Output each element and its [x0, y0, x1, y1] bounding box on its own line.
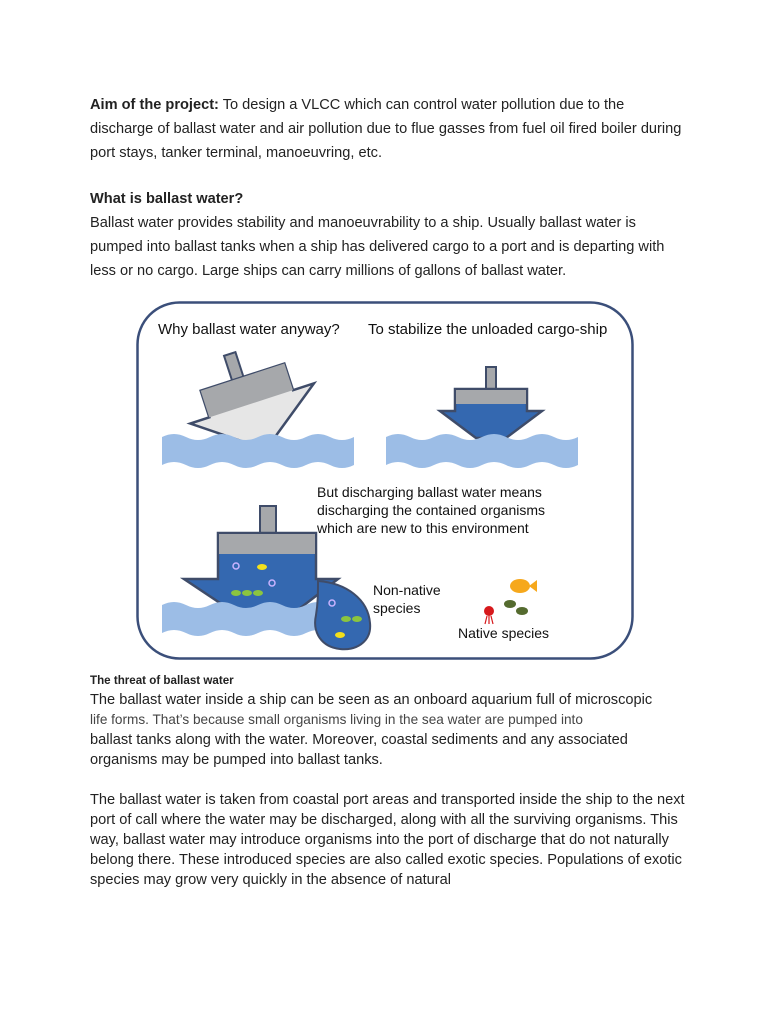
ballast-paragraph: Ballast water provides stability and manoeuvrability to a ship. Usually ballast water is pumped into ballast tanks when a ship has delivered cargo to a port and is departing with less or no cargo. Large ships can carry millions of gallons of ballast water. — [90, 215, 665, 279]
ballast-diagram — [136, 301, 634, 661]
water-right — [386, 434, 578, 468]
native-label: Native species — [458, 625, 550, 641]
discharge-text-line2: discharging the contained organisms — [317, 502, 546, 518]
threat-heading: The threat of ballast water — [90, 674, 234, 687]
ballast-heading: What is ballast water? — [90, 191, 244, 207]
non-native-label-line1: Non-native — [373, 582, 441, 598]
question-right-text: To stabilize the unloaded cargo-ship — [368, 321, 608, 338]
threat-line2: life forms. That’s because small organisms living in the sea water are pumped into — [90, 712, 583, 727]
threat-paragraph — [90, 690, 690, 770]
discharge-text-line3: which are new to this environment — [317, 520, 529, 536]
question-left-text: Why ballast water anyway? — [158, 321, 340, 338]
aim-paragraph — [90, 93, 690, 165]
aim-text: To design a VLCC which can control water pollution due to the discharge of ballast water and air pollution due to flue gasses from fuel oil fired boiler during port stays, tanker terminal, manoeuvring, etc. — [90, 97, 682, 161]
water-left — [162, 434, 354, 468]
discharge-text-line1: But discharging ballast water means — [317, 484, 542, 500]
threat-rest: ballast tanks along with the water. Moreover, coastal sediments and any associated organisms may be pumped into ballast tanks. — [90, 732, 628, 768]
taken-paragraph: The ballast water is taken from coastal port areas and transported inside the ship to the next port of call where the water may be discharged, along with all the surviving organisms. This way, ballast water may introduce organisms into the port of discharge that do not naturally belong there. These introduced species are also called exotic species. Populations of exotic species may grow very quickly in the absence of natural — [90, 792, 685, 888]
aim-label: Aim of the project: — [90, 97, 219, 113]
non-native-label-line2: species — [373, 600, 421, 616]
threat-line1: The ballast water inside a ship can be seen as an onboard aquarium full of microscopic — [90, 692, 653, 708]
